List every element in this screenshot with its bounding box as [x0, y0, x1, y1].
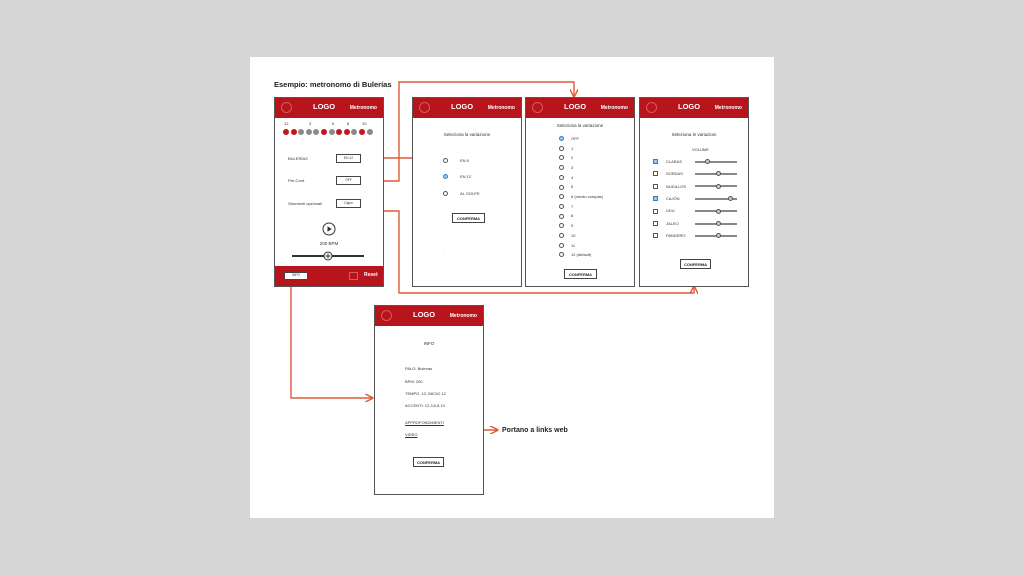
logo: LOGO: [564, 102, 587, 111]
precont-radio[interactable]: [559, 214, 564, 219]
confirm-label: CONFERMA: [568, 271, 593, 277]
bpm-slider[interactable]: [292, 252, 364, 260]
bpm-value: 200 BPM: [319, 241, 339, 246]
radio-algolpe[interactable]: [443, 191, 448, 196]
info-title: INFO: [423, 341, 435, 346]
precont-radio[interactable]: [559, 194, 564, 199]
confirm-button[interactable]: [680, 259, 711, 269]
instrument-checkbox[interactable]: [653, 159, 658, 164]
beat-dot: [359, 129, 365, 135]
instruments-button[interactable]: [336, 199, 361, 208]
precont-option-label: 1: [571, 145, 574, 151]
row-label-instruments: Strumenti opzionali: [288, 201, 323, 206]
beat-number: 3: [309, 121, 312, 126]
logo: LOGO: [313, 102, 336, 111]
row-label-bulerias: BULERÍAS: [288, 156, 308, 161]
menu-icon[interactable]: [646, 102, 657, 113]
instrument-label: UDU: [666, 208, 675, 214]
instrument-checkbox[interactable]: [653, 171, 658, 176]
header-title: Metronomo: [449, 313, 477, 319]
variation-title: Seleziona la variazione: [443, 132, 491, 137]
confirm-button[interactable]: [452, 213, 485, 223]
confirm-label: CONFERMA: [683, 261, 708, 267]
precont-option-label: 5: [571, 184, 574, 190]
volume-slider-knob[interactable]: [728, 196, 733, 201]
beat-dot: [306, 129, 312, 135]
instrument-checkbox[interactable]: [653, 209, 658, 214]
links-note: Portano a links web: [502, 427, 568, 434]
arrow-info-to-info-screen: [291, 282, 372, 398]
volume-slider[interactable]: [695, 161, 737, 163]
header-title: Metronomo: [714, 105, 742, 111]
header-bar: [640, 98, 748, 118]
header-bar: [413, 98, 521, 118]
instruments-title: Seleziona le variazioni: [671, 132, 717, 137]
header-bar: [375, 306, 483, 326]
play-icon[interactable]: [322, 222, 336, 236]
precont-radio[interactable]: [559, 243, 564, 248]
header-bar: [275, 98, 383, 118]
precont-radio[interactable]: [559, 175, 564, 180]
precont-radio[interactable]: [559, 165, 564, 170]
volume-slider-knob[interactable]: [716, 221, 721, 226]
radio-en6[interactable]: [443, 158, 448, 163]
reset-label[interactable]: Reset: [364, 272, 378, 278]
precont-radio[interactable]: [559, 233, 564, 238]
menu-icon[interactable]: [281, 102, 292, 113]
precont-radio[interactable]: [559, 136, 564, 141]
beat-number: 8: [347, 121, 350, 126]
beat-dot: [313, 129, 319, 135]
info-line: TEMPO: 12; INICIO 12: [405, 391, 446, 396]
beat-dot: [291, 129, 297, 135]
precont-button-label: OFF: [345, 178, 352, 182]
confirm-button[interactable]: [413, 457, 444, 467]
menu-icon[interactable]: [419, 102, 430, 113]
header-title: Metronomo: [349, 105, 377, 111]
instrument-label: NUDILLOS: [666, 183, 687, 189]
precont-radio[interactable]: [559, 204, 564, 209]
instrument-label: SORDAS: [666, 171, 683, 177]
volume-label: VOLUME: [692, 147, 709, 152]
volume-slider-knob[interactable]: [716, 184, 721, 189]
header-title: Metronomo: [600, 105, 628, 111]
link-approfondimenti[interactable]: APPROFONDIMENTI: [405, 420, 444, 425]
beat-dot: [298, 129, 304, 135]
screen-main: [274, 97, 384, 287]
confirm-label: CONFERMA: [416, 459, 441, 465]
option-label: EN 6: [460, 158, 469, 163]
instrument-checkbox[interactable]: [653, 196, 658, 201]
header-bar: [526, 98, 634, 118]
confirm-button[interactable]: [564, 269, 597, 279]
precont-option-label: 12 (default): [571, 252, 592, 258]
confirm-label: CONFERMA: [456, 215, 481, 221]
precont-radio[interactable]: [559, 223, 564, 228]
screen-precont: [525, 97, 635, 287]
beat-number: 6: [332, 121, 335, 126]
bulerias-button-label: EN 12: [343, 156, 354, 160]
precont-option-label: 4: [571, 174, 574, 180]
precont-button[interactable]: [336, 176, 361, 185]
instrument-label: JALEO: [666, 220, 679, 226]
screen-variation: [412, 97, 522, 287]
precont-option-label: 6 (medio compás): [571, 194, 604, 199]
precont-option-label: 7: [571, 203, 574, 209]
screen-info: [374, 305, 484, 495]
volume-slider-knob[interactable]: [705, 159, 710, 164]
beat-dot: [336, 129, 342, 135]
option-label: AL GOLPE: [460, 191, 480, 196]
reset-icon[interactable]: [349, 272, 358, 280]
beat-number: 10: [362, 121, 367, 126]
radio-en12[interactable]: [443, 174, 448, 179]
beat-dot: [344, 129, 350, 135]
bpm-slider-knob[interactable]: [323, 251, 333, 261]
logo: LOGO: [451, 102, 474, 111]
beat-dot: [351, 129, 357, 135]
precont-radio[interactable]: [559, 185, 564, 190]
instrument-checkbox[interactable]: [653, 184, 658, 189]
info-button[interactable]: [284, 272, 308, 280]
link-video[interactable]: VIDEO: [405, 432, 418, 437]
precont-option-label: OFF: [571, 135, 579, 141]
instrument-label: CAJÓN: [666, 196, 680, 201]
info-line: ACCENTI: 12,3,6,8,10: [405, 403, 445, 408]
info-line: PALO: Bulerías: [405, 366, 433, 371]
menu-icon[interactable]: [381, 310, 392, 321]
diagram-heading: Esempio: metronomo di Bulerías: [274, 80, 392, 89]
bulerias-button[interactable]: [336, 154, 361, 163]
volume-slider-knob[interactable]: [716, 209, 721, 214]
beat-dot: [321, 129, 327, 135]
beat-number: 12: [284, 121, 289, 126]
row-label-precont: Pre-Cont.: [288, 178, 306, 183]
menu-icon[interactable]: [532, 102, 543, 113]
logo: LOGO: [678, 102, 701, 111]
instrument-checkbox[interactable]: [653, 221, 658, 226]
option-label: EN 12: [460, 174, 472, 179]
beat-dot: [367, 129, 373, 135]
precont-radio[interactable]: [559, 252, 564, 257]
instrument-checkbox[interactable]: [653, 233, 658, 238]
footnote: -: [444, 249, 446, 254]
precont-option-label: 2: [571, 155, 574, 161]
precont-option-label: 8: [571, 213, 574, 219]
instrument-label: CLARAS: [666, 158, 683, 164]
logo: LOGO: [413, 310, 436, 319]
precont-option-label: 11: [571, 242, 576, 248]
header-title: Metronomo: [487, 105, 515, 111]
volume-slider-knob[interactable]: [716, 171, 721, 176]
precont-title: Seleziona la variazione: [556, 123, 604, 128]
precont-radio[interactable]: [559, 146, 564, 151]
info-button-label: INFO: [292, 273, 300, 277]
beat-dot: [329, 129, 335, 135]
beat-dot: [283, 129, 289, 135]
instruments-button-label: Cajón: [344, 201, 353, 205]
instrument-label: PANDERO: [666, 233, 686, 239]
precont-option-label: 3: [571, 164, 574, 170]
precont-option-label: 9: [571, 223, 574, 229]
volume-slider-knob[interactable]: [716, 233, 721, 238]
screen-instruments: [639, 97, 749, 287]
precont-radio[interactable]: [559, 155, 564, 160]
footer-bar: [275, 266, 383, 286]
precont-option-label: 10: [571, 232, 576, 238]
info-line: BPM: 200: [405, 379, 423, 384]
